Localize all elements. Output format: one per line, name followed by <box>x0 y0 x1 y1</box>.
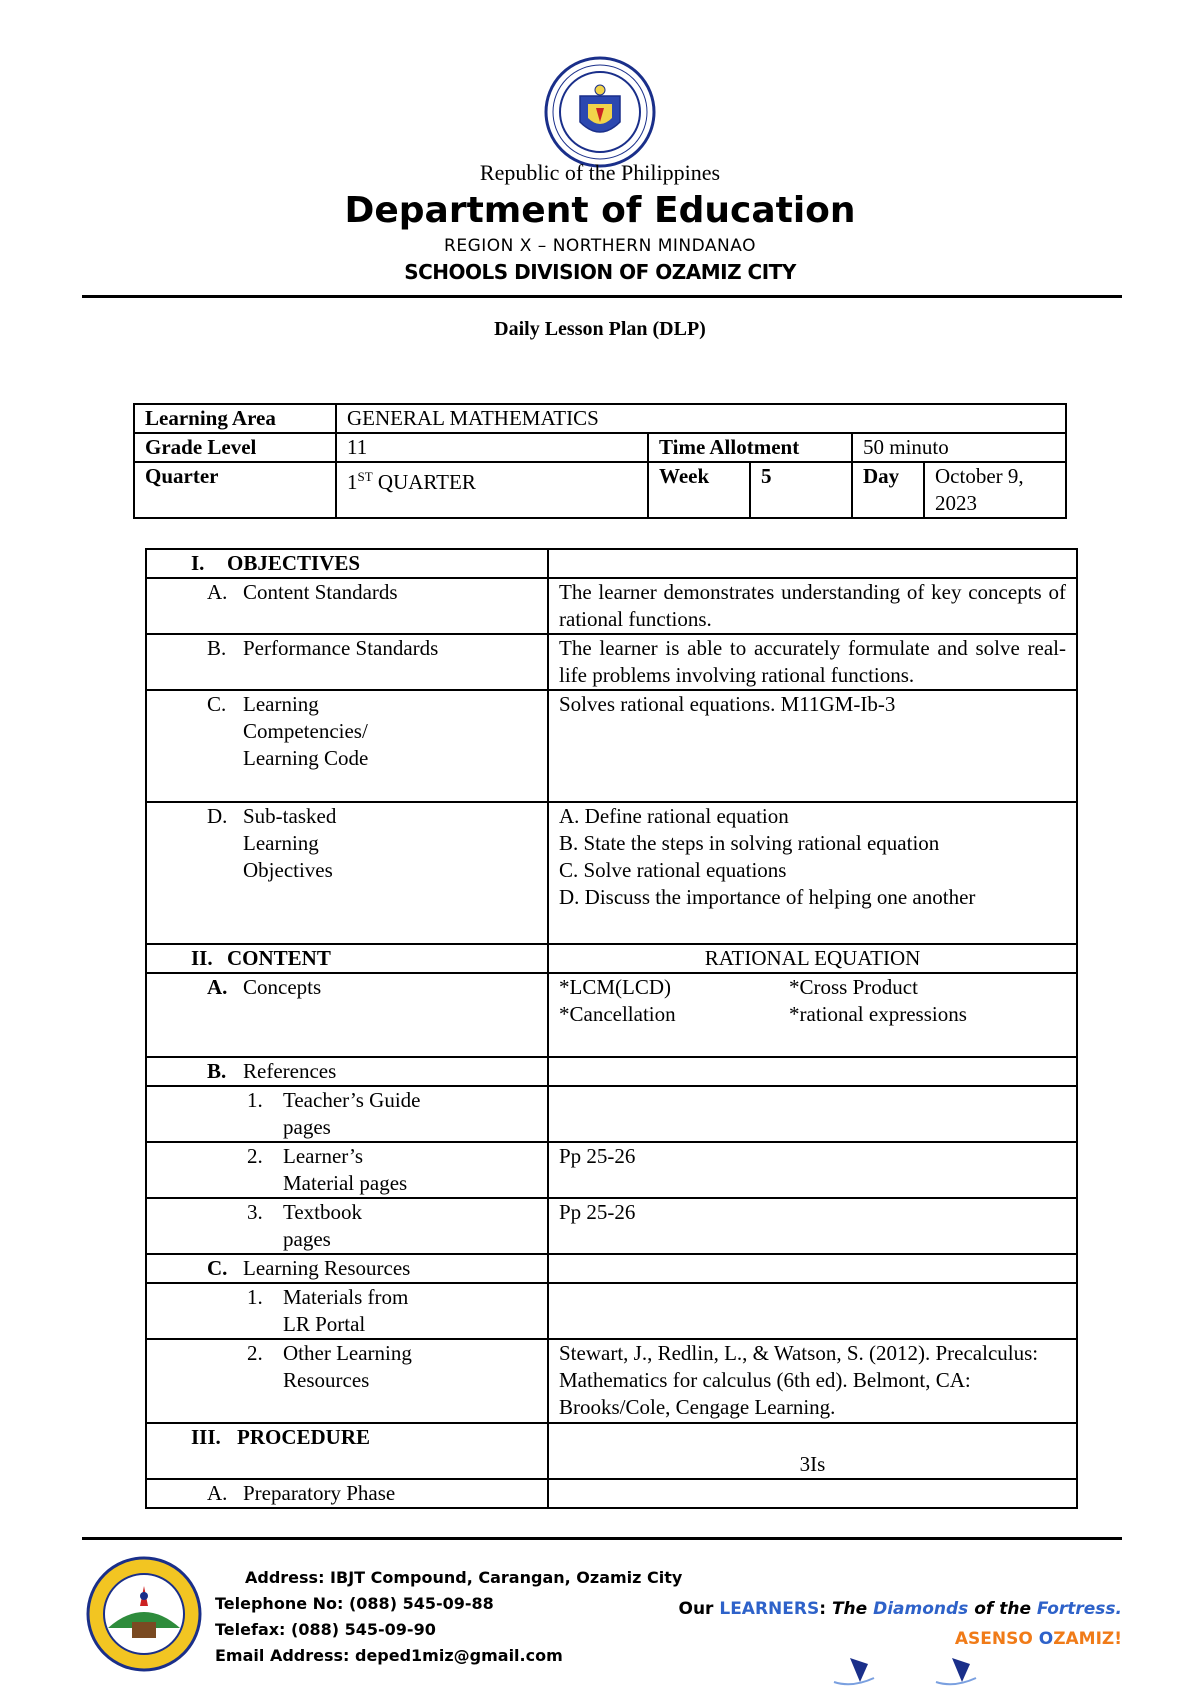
content-standards-value: The learner demonstrates understanding of key concepts of rational functions. <box>548 578 1077 634</box>
references-label: B. References <box>146 1057 548 1086</box>
subtasked-objectives-list <box>548 802 1077 944</box>
subtasked-objectives-label: D. Sub-tasked Learning Objectives <box>146 802 548 944</box>
footer-divider <box>82 1537 1122 1540</box>
division-seal-logo <box>86 1556 202 1672</box>
lr-portal-label: 1. Materials from LR Portal <box>146 1283 548 1339</box>
quarter-value: 1ST QUARTER <box>336 462 648 518</box>
content-value: RATIONAL EQUATION <box>548 944 1077 973</box>
email-text: Email Address: deped1miz@gmail.com <box>215 1646 563 1665</box>
objectives-heading: I. OBJECTIVES <box>146 549 548 578</box>
learning-area-label: Learning Area <box>134 404 336 433</box>
preparatory-phase-label: A. Preparatory Phase <box>146 1479 548 1508</box>
grade-level-value: 11 <box>336 433 648 462</box>
lr-portal-value <box>548 1283 1077 1339</box>
telefax-text: Telefax: (088) 545-09-90 <box>215 1620 436 1639</box>
subtasked-objective-item: D. Discuss the importance of helping one another <box>559 885 976 909</box>
objectives-value <box>548 549 1077 578</box>
subtasked-objective-item: C. Solve rational equations <box>559 858 787 882</box>
concept-item: *Cancellation <box>559 1002 676 1026</box>
day-value: October 9, 2023 <box>924 462 1066 518</box>
performance-standards-value: The learner is able to accurately formulate and solve real-life problems involving rational functions. <box>548 634 1077 690</box>
department-heading: Department of Education <box>344 190 856 231</box>
week-value: 5 <box>750 462 852 518</box>
region-heading: REGION X – NORTHERN MINDANAO <box>444 236 756 256</box>
grade-level-label: Grade Level <box>134 433 336 462</box>
other-resources-label: 2. Other Learning Resources <box>146 1339 548 1423</box>
concept-item: *LCM(LCD) <box>559 975 671 999</box>
performance-standards-label: B. Performance Standards <box>146 634 548 690</box>
address-text: Address: IBJT Compound, Carangan, Ozamiz City <box>245 1568 683 1587</box>
asenso-slogan: ASENSO OZAMIZ! <box>954 1629 1122 1649</box>
motto <box>679 1594 1123 1654</box>
learners-material-value: Pp 25-26 <box>548 1142 1077 1198</box>
content-standards-label: A. Content Standards <box>146 578 548 634</box>
learning-resources-value <box>548 1254 1077 1283</box>
other-resources-value: Stewart, J., Redlin, L., & Watson, S. (2012). Precalculus: Mathematics for calculus (6th ed). Belmont, CA: Brooks/Cole, Cengage Learning. <box>548 1339 1077 1423</box>
day-label: Day <box>852 462 924 518</box>
republic-heading: Republic of the Philippines <box>479 160 721 185</box>
teachers-guide-label: 1. Teacher’s Guide pages <box>146 1086 548 1142</box>
deped-seal-logo <box>544 56 656 168</box>
learners-material-label: 2. Learner’s Material pages <box>146 1142 548 1198</box>
references-value <box>548 1057 1077 1086</box>
concepts-value <box>548 973 1077 1057</box>
subtasked-objective-item: A. Define rational equation <box>559 804 789 828</box>
time-allotment-label: Time Allotment <box>648 433 852 462</box>
time-allotment-value: 50 minuto <box>852 433 1066 462</box>
textbook-value: Pp 25-26 <box>548 1198 1077 1254</box>
concept-item: *Cross Product <box>789 975 918 999</box>
procedure-value: 3Is <box>548 1423 1077 1479</box>
week-label: Week <box>648 462 750 518</box>
contact-info <box>215 1565 682 1669</box>
lesson-info-table <box>133 403 1067 519</box>
competencies-value: Solves rational equations. M11GM-Ib-3 <box>548 690 1077 802</box>
learning-resources-label: C. Learning Resources <box>146 1254 548 1283</box>
diamond-logo-icon <box>828 1652 880 1692</box>
division-heading: SCHOOLS DIVISION OF OZAMIZ CITY <box>404 260 796 284</box>
competencies-label: C. Learning Competencies/ Learning Code <box>146 690 548 802</box>
diamond-logo-icon <box>930 1652 982 1692</box>
concept-item: *rational expressions <box>789 1002 967 1026</box>
telephone-text: Telephone No: (088) 545-09-88 <box>215 1594 494 1613</box>
quarter-label: Quarter <box>134 462 336 518</box>
document-title: Daily Lesson Plan (DLP) <box>494 318 706 340</box>
header-divider <box>82 295 1122 298</box>
procedure-heading: III. PROCEDURE <box>146 1423 548 1479</box>
content-heading: II. CONTENT <box>146 944 548 973</box>
motto-line: Our LEARNERS: The Diamonds of the Fortress. <box>678 1599 1122 1619</box>
preparatory-phase-value <box>548 1479 1077 1508</box>
learning-area-value: GENERAL MATHEMATICS <box>336 404 1066 433</box>
lesson-plan-table <box>145 548 1078 1509</box>
subtasked-objective-item: B. State the steps in solving rational equation <box>559 831 940 855</box>
teachers-guide-value <box>548 1086 1077 1142</box>
textbook-label: 3. Textbook pages <box>146 1198 548 1254</box>
concepts-label: A. Concepts <box>146 973 548 1057</box>
